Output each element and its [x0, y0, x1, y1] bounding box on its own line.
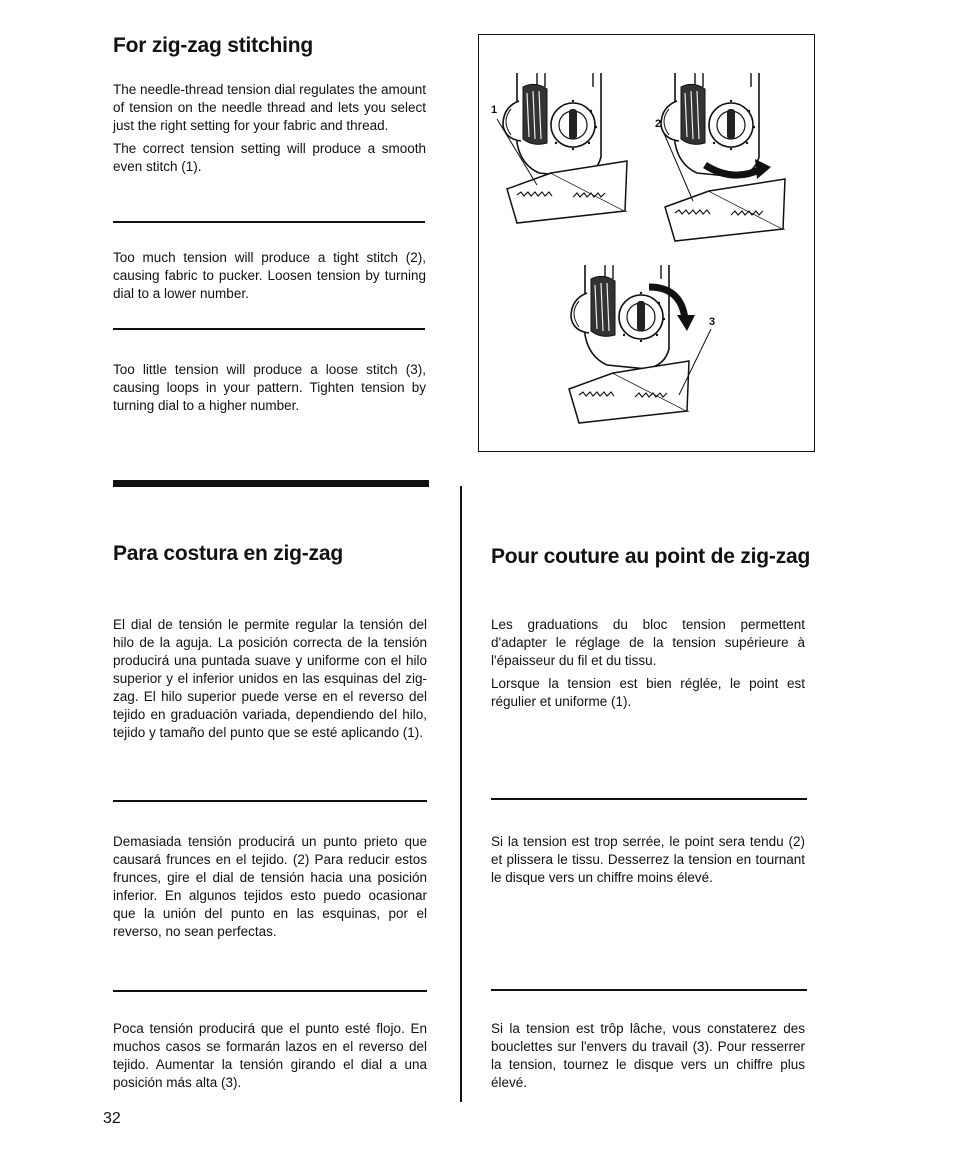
english-paragraph-3: Too much tension will produce a tight stitch (2), causing fabric to pucker. Loosen tension by turning dial to a lower number.: [113, 250, 426, 301]
english-paragraph-1: The needle-thread tension dial regulates the amount of tension on the needle thread and lets you select just the right setting for your fabric and thread.: [113, 82, 426, 133]
divider: [113, 221, 425, 223]
french-paragraph-4: Si la tension est trôp lâche, vous constaterez des bouclettes sur l'envers du travail (3). Pour resserrer la tension, tournez le disque vers un chiffre plus élevé.: [491, 1021, 805, 1090]
spanish-loose: [113, 1020, 427, 1092]
french-tight: [491, 833, 805, 887]
heading-french: Pour couture au point de zig-zag: [491, 545, 811, 568]
spanish-intro: [113, 616, 427, 742]
figure-label-2: 2: [655, 118, 662, 130]
spanish-tight: [113, 833, 427, 941]
section-separator: [113, 480, 429, 487]
spanish-paragraph-2: Demasiada tensión producirá un punto prieto que causará frunces en el tejido. (2) Para reducir estos frunces, gire el dial de tensión hacia una posición inferior. En algunos tejidos esto puedo ocasionar que la unión del punto en las esquinas, por el reverso, no sean perfectas.: [113, 834, 427, 939]
french-paragraph-2: Lorsque la tension est bien réglée, le point est régulier et uniforme (1).: [491, 676, 805, 709]
column-divider: [460, 486, 462, 1102]
page-number: 32: [103, 1110, 121, 1127]
fabric-stitch-1: [507, 161, 627, 223]
spanish-paragraph-1: El dial de tensión le permite regular la tensión del hilo de la aguja. La posición correcta de la tensión producirá una puntada suave y uniforme con el hilo superior y el inferior unidos en las esquinas del zig-zag. El hilo superior puede verse en el reverso del tejido en graduación variada, dependiendo del hilo, tejido y tamaño del punto que se esté aplicando (1).: [113, 617, 427, 740]
tension-illustration-graphic: [479, 35, 816, 453]
figure-label-3: 3: [709, 316, 716, 328]
english-intro: [113, 81, 426, 176]
divider: [113, 800, 427, 802]
divider: [491, 798, 807, 800]
french-loose: [491, 1020, 805, 1092]
fabric-stitch-2: [665, 179, 785, 241]
tension-dial-turn-lower-icon: [661, 73, 771, 179]
divider: [113, 990, 427, 992]
french-intro: [491, 616, 805, 711]
english-paragraph-2: The correct tension setting will produce a smooth even stitch (1).: [113, 141, 426, 174]
english-loose: [113, 361, 426, 415]
figure-label-1: 1: [491, 104, 498, 116]
english-tight: [113, 249, 426, 303]
divider: [113, 328, 425, 330]
divider: [491, 989, 807, 991]
heading-english: For zig-zag stitching: [113, 34, 313, 57]
french-paragraph-3: Si la tension est trop serrée, le point sera tendu (2) et plissera le tissu. Desserrez la tension en tournant le disque vers un chiffre moins élevé.: [491, 834, 805, 885]
tension-dial-correct-icon: [503, 73, 601, 177]
heading-spanish: Para costura en zig-zag: [113, 542, 343, 565]
french-paragraph-1: Les graduations du bloc tension permettent d'adapter le réglage de la tension supérieure à l'épaisseur du fil et du tissu.: [491, 617, 805, 668]
tension-illustration: [478, 34, 815, 452]
fabric-stitch-3: [569, 361, 689, 423]
english-paragraph-4: Too little tension will produce a loose stitch (3), causing loops in your pattern. Tighten tension by turning dial to a higher number.: [113, 362, 426, 413]
tension-dial-turn-higher-icon: [571, 265, 695, 369]
spanish-paragraph-3: Poca tensión producirá que el punto esté flojo. En muchos casos se formarán lazos en el reverso del tejido. Aumentar la tensión girando el dial a una posición más alta (3).: [113, 1021, 427, 1090]
